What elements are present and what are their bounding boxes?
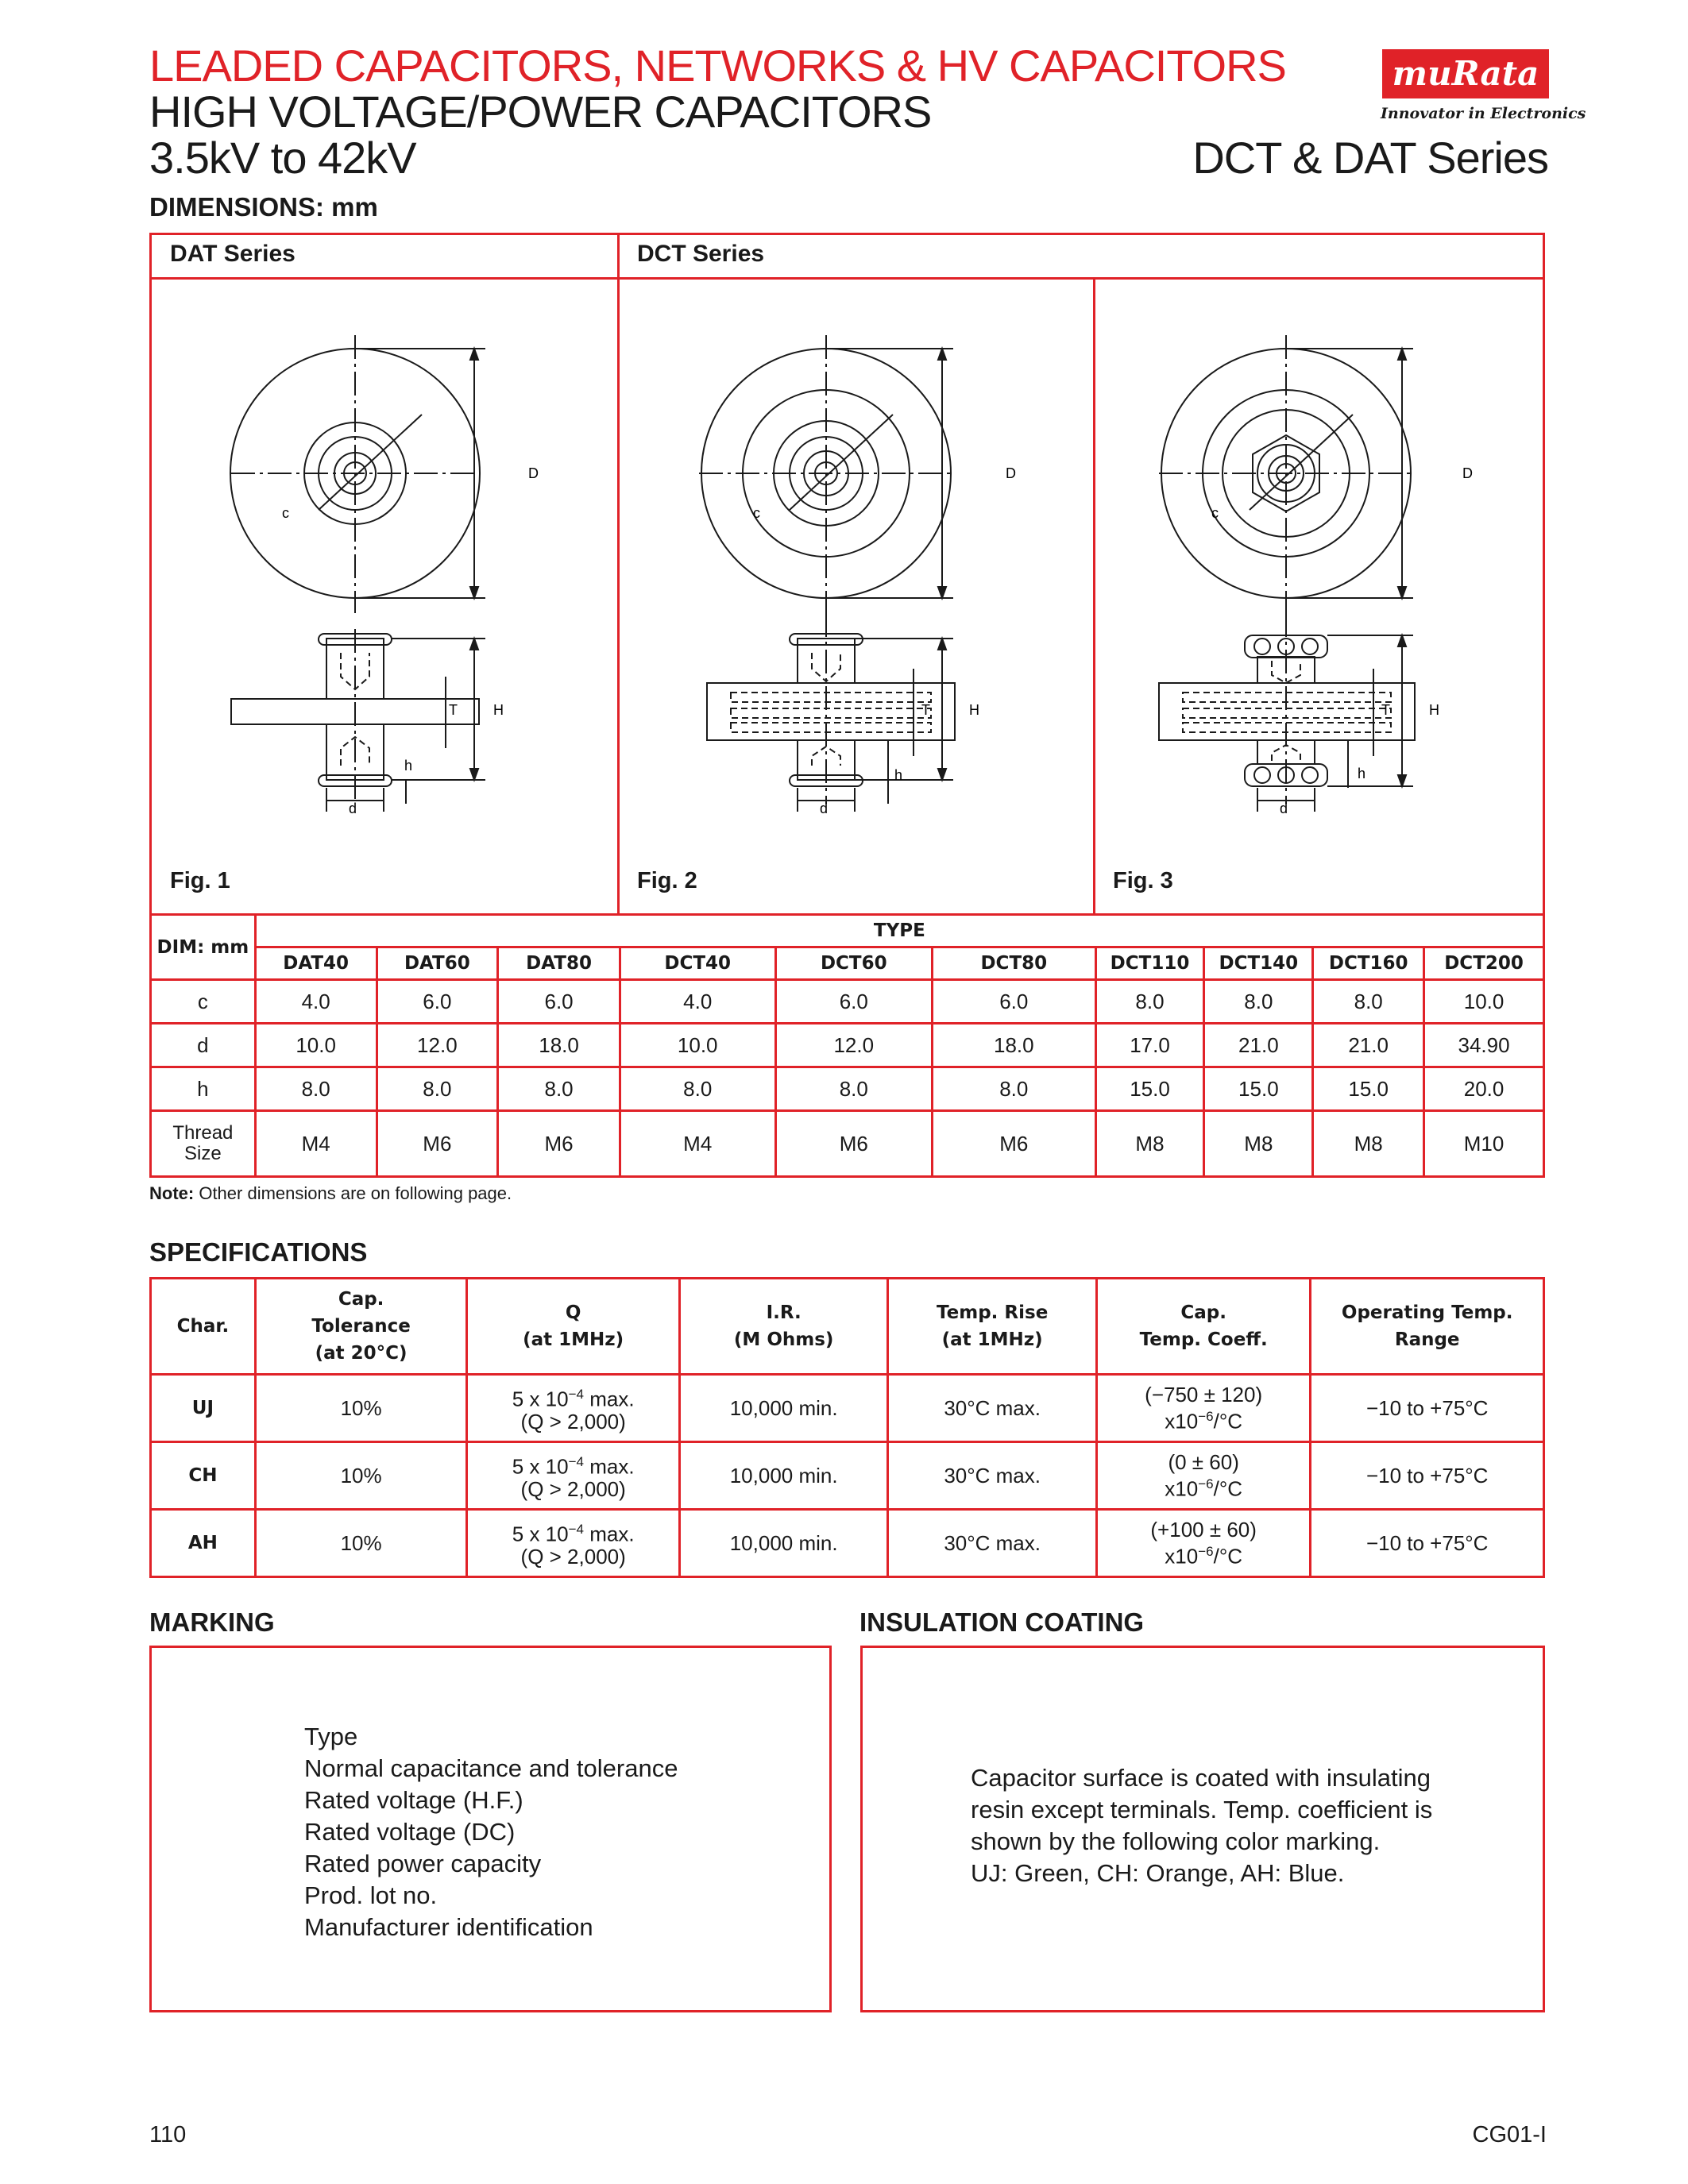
table-cell: 8.0 — [1204, 980, 1313, 1024]
fig2-label-T: T — [921, 702, 930, 718]
list-item: Normal capacitance and tolerance — [304, 1754, 678, 1782]
fig3-label-h: h — [1358, 766, 1366, 781]
type-col-header: DCT110 — [1095, 947, 1204, 980]
table-cell: 4.0 — [255, 980, 377, 1024]
tc-text: /°C — [1213, 1544, 1243, 1569]
range-cell: −10 to +75°C — [1311, 1375, 1544, 1442]
list-item: Rated voltage (H.F.) — [304, 1786, 523, 1814]
header-text: (at 20°C) — [315, 1343, 408, 1364]
row-label: h — [151, 1067, 256, 1111]
table-cell: 12.0 — [377, 1024, 498, 1067]
text-line: Capacitor surface is coated with insulating — [971, 1764, 1431, 1792]
ir-cell: 10,000 min. — [679, 1510, 888, 1577]
char-cell: UJ — [151, 1375, 256, 1442]
dimension-table — [149, 913, 1545, 1178]
range-cell: −10 to +75°C — [1311, 1442, 1544, 1510]
table-cell: M6 — [775, 1111, 933, 1177]
q-text: (Q > 2,000) — [520, 1544, 626, 1569]
fig3-label-H: H — [1429, 702, 1439, 718]
fig1-label-T: T — [449, 702, 458, 718]
fig2-caption: Fig. 2 — [637, 868, 697, 893]
q-text: 5 x 10 — [512, 1387, 569, 1411]
q-text: max. — [583, 1387, 635, 1411]
table-cell: M4 — [255, 1111, 377, 1177]
catalog-code: CG01-I — [1472, 2122, 1547, 2147]
table-cell: M8 — [1204, 1111, 1313, 1177]
insulation-text — [971, 1762, 1432, 1889]
header-text: Range — [1394, 1329, 1460, 1350]
type-col-header: DCT80 — [933, 947, 1096, 980]
row-label — [151, 1111, 256, 1177]
logo-tagline: Innovator in Electronics — [1381, 105, 1586, 122]
note-bold: Note: — [149, 1183, 195, 1203]
tc-text: (−750 ± 120) — [1145, 1383, 1263, 1407]
table-cell: 15.0 — [1095, 1067, 1204, 1111]
range-cell: −10 to +75°C — [1311, 1510, 1544, 1577]
note-text: Other dimensions are on following page. — [194, 1183, 512, 1203]
fig3-label-D: D — [1462, 465, 1473, 481]
table-cell: M6 — [498, 1111, 620, 1177]
fig2-label-D: D — [1006, 465, 1016, 481]
table-cell: 15.0 — [1313, 1067, 1424, 1111]
table-cell: 18.0 — [498, 1024, 620, 1067]
thread-label-2: Size — [184, 1143, 222, 1164]
type-col-header: DCT60 — [775, 947, 933, 980]
list-item: Manufacturer identification — [304, 1913, 593, 1941]
rise-cell: 30°C max. — [888, 1510, 1097, 1577]
table-row — [151, 1067, 1544, 1111]
header-text: (at 1MHz) — [523, 1329, 624, 1350]
table-cell: 4.0 — [620, 980, 775, 1024]
header-line-1: LEADED CAPACITORS, NETWORKS & HV CAPACITORS — [149, 41, 1286, 91]
table-row — [151, 1111, 1544, 1177]
table-row — [151, 1375, 1544, 1442]
marking-list — [304, 1721, 678, 1943]
header-line-2: HIGH VOLTAGE/POWER CAPACITORS — [149, 87, 932, 137]
type-col-header: DAT80 — [498, 947, 620, 980]
header-text: Char. — [176, 1316, 230, 1337]
table-cell: 10.0 — [255, 1024, 377, 1067]
fig1-drawing — [152, 280, 617, 851]
text-line: shown by the following color marking. — [971, 1827, 1381, 1855]
q-cell — [467, 1510, 679, 1577]
table-cell: 12.0 — [775, 1024, 933, 1067]
table-cell: 18.0 — [933, 1024, 1096, 1067]
spec-header-temp-coeff — [1096, 1279, 1310, 1375]
type-col-header: DCT40 — [620, 947, 775, 980]
table-cell: M8 — [1095, 1111, 1204, 1177]
table-cell: 6.0 — [933, 980, 1096, 1024]
q-text: (Q > 2,000) — [520, 1409, 626, 1433]
table-cell: 21.0 — [1204, 1024, 1313, 1067]
table-cell: M8 — [1313, 1111, 1424, 1177]
header-text: Temp. Coeff. — [1139, 1329, 1268, 1350]
spec-header-temp-rise — [888, 1279, 1097, 1375]
specifications-heading: SPECIFICATIONS — [149, 1237, 368, 1267]
q-text: 5 x 10 — [512, 1454, 569, 1479]
tc-text: /°C — [1213, 1476, 1243, 1501]
table-cell: 6.0 — [498, 980, 620, 1024]
fig3-label-d: d — [1280, 801, 1288, 816]
type-col-header: DAT60 — [377, 947, 498, 980]
q-text: 5 x 10 — [512, 1522, 569, 1546]
fig1-label-H: H — [493, 702, 504, 718]
header-text: (at 1MHz) — [941, 1329, 1043, 1350]
tc-text: (0 ± 60) — [1168, 1450, 1239, 1475]
table-row — [151, 980, 1544, 1024]
spec-header-q — [467, 1279, 679, 1375]
table-cell: M6 — [377, 1111, 498, 1177]
fig3-drawing — [1095, 280, 1543, 851]
fig3-label-c: c — [1211, 505, 1219, 521]
rise-cell: 30°C max. — [888, 1442, 1097, 1510]
table-cell: 21.0 — [1313, 1024, 1424, 1067]
table-cell: M4 — [620, 1111, 775, 1177]
fig2-drawing — [620, 280, 1093, 851]
list-item: Prod. lot no. — [304, 1881, 438, 1909]
table-row — [151, 1442, 1544, 1510]
table-cell: 8.0 — [377, 1067, 498, 1111]
table-row — [151, 1510, 1544, 1577]
fig3-caption: Fig. 3 — [1113, 868, 1173, 893]
type-header: TYPE — [255, 915, 1543, 947]
spec-header-tolerance — [255, 1279, 467, 1375]
type-col-header: DCT160 — [1313, 947, 1424, 980]
thread-label-1: Thread — [172, 1122, 234, 1144]
spec-header-ir — [679, 1279, 888, 1375]
q-text: (Q > 2,000) — [520, 1476, 626, 1501]
marking-heading: MARKING — [149, 1607, 275, 1637]
header-line-3: 3.5kV to 42kV — [149, 133, 416, 183]
table-cell: 17.0 — [1095, 1024, 1204, 1067]
header-text: (M Ohms) — [733, 1329, 834, 1350]
tc-text: x10 — [1165, 1409, 1199, 1433]
fig2-label-h: h — [894, 767, 903, 783]
fig1-caption: Fig. 1 — [170, 868, 230, 893]
list-item: Rated voltage (DC) — [304, 1818, 516, 1846]
table-cell: 8.0 — [255, 1067, 377, 1111]
tc-exponent: −6 — [1198, 1476, 1214, 1492]
page-number: 110 — [149, 2122, 187, 2147]
header-text: Cap. — [338, 1289, 384, 1310]
table-cell: 10.0 — [620, 1024, 775, 1067]
series-title: DCT & DAT Series — [1192, 133, 1548, 183]
q-exponent: −4 — [568, 1454, 584, 1470]
murata-logo: muRata — [1382, 49, 1549, 98]
table-cell: M6 — [933, 1111, 1096, 1177]
fig2-label-H: H — [969, 702, 979, 718]
q-cell — [467, 1442, 679, 1510]
row-label: d — [151, 1024, 256, 1067]
table-row — [151, 1024, 1544, 1067]
tc-text: /°C — [1213, 1409, 1243, 1433]
table-cell: 8.0 — [1095, 980, 1204, 1024]
text-line: resin except terminals. Temp. coefficient is — [971, 1796, 1433, 1823]
fig1-label-D: D — [528, 465, 539, 481]
fig1-label-d: d — [349, 801, 357, 816]
tc-exponent: −6 — [1198, 1409, 1214, 1425]
tc-cell — [1096, 1510, 1310, 1577]
tolerance-cell: 10% — [255, 1375, 467, 1442]
ir-cell: 10,000 min. — [679, 1375, 888, 1442]
char-cell: CH — [151, 1442, 256, 1510]
ir-cell: 10,000 min. — [679, 1442, 888, 1510]
header-text: Temp. Rise — [937, 1302, 1049, 1323]
dat-series-label: DAT Series — [170, 241, 295, 267]
fig2-label-d: d — [820, 801, 829, 816]
row-label: c — [151, 980, 256, 1024]
table-cell: 15.0 — [1204, 1067, 1313, 1111]
table-cell: 20.0 — [1424, 1067, 1544, 1111]
dimensions-heading: DIMENSIONS: mm — [149, 192, 378, 222]
table-cell: 10.0 — [1424, 980, 1544, 1024]
fig3-label-T: T — [1381, 702, 1390, 718]
table-cell: 6.0 — [775, 980, 933, 1024]
tc-cell — [1096, 1442, 1310, 1510]
fig2-label-c: c — [753, 505, 760, 521]
table-cell: 8.0 — [933, 1067, 1096, 1111]
tolerance-cell: 10% — [255, 1442, 467, 1510]
q-text: max. — [583, 1522, 635, 1546]
header-text: I.R. — [766, 1302, 802, 1323]
insulation-heading: INSULATION COATING — [859, 1607, 1145, 1637]
table-cell: M10 — [1424, 1111, 1544, 1177]
text-line: UJ: Green, CH: Orange, AH: Blue. — [971, 1859, 1345, 1887]
tc-text: x10 — [1165, 1544, 1199, 1569]
type-col-header: DCT200 — [1424, 947, 1544, 980]
dim-header: DIM: mm — [151, 915, 256, 980]
dct-series-label: DCT Series — [637, 241, 765, 267]
tc-text: (+100 ± 60) — [1150, 1518, 1257, 1542]
table-cell: 6.0 — [377, 980, 498, 1024]
header-text: Q — [565, 1302, 581, 1323]
insulation-box — [860, 1646, 1545, 2012]
table-cell: 8.0 — [1313, 980, 1424, 1024]
fig1-label-c: c — [282, 505, 289, 521]
fig1-label-h: h — [404, 758, 413, 774]
q-exponent: −4 — [568, 1522, 584, 1538]
list-item: Rated power capacity — [304, 1850, 542, 1877]
tc-text: x10 — [1165, 1476, 1199, 1501]
q-cell — [467, 1375, 679, 1442]
tolerance-cell: 10% — [255, 1510, 467, 1577]
spec-header-range — [1311, 1279, 1544, 1375]
rise-cell: 30°C max. — [888, 1375, 1097, 1442]
table-cell: 8.0 — [620, 1067, 775, 1111]
spec-header-char — [151, 1279, 256, 1375]
list-item: Type — [304, 1723, 358, 1750]
specifications-table — [149, 1277, 1545, 1578]
type-col-header: DCT140 — [1204, 947, 1313, 980]
type-col-header: DAT40 — [255, 947, 377, 980]
table-cell: 34.90 — [1424, 1024, 1544, 1067]
q-exponent: −4 — [568, 1387, 584, 1403]
tc-cell — [1096, 1375, 1310, 1442]
header-text: Cap. — [1180, 1302, 1226, 1323]
header-text: Operating Temp. — [1341, 1302, 1513, 1323]
header-text: Tolerance — [311, 1316, 411, 1337]
table-cell: 8.0 — [498, 1067, 620, 1111]
dimension-note — [149, 1183, 512, 1204]
tc-exponent: −6 — [1198, 1544, 1214, 1560]
char-cell: AH — [151, 1510, 256, 1577]
marking-box — [149, 1646, 832, 2012]
q-text: max. — [583, 1454, 635, 1479]
table-cell: 8.0 — [775, 1067, 933, 1111]
